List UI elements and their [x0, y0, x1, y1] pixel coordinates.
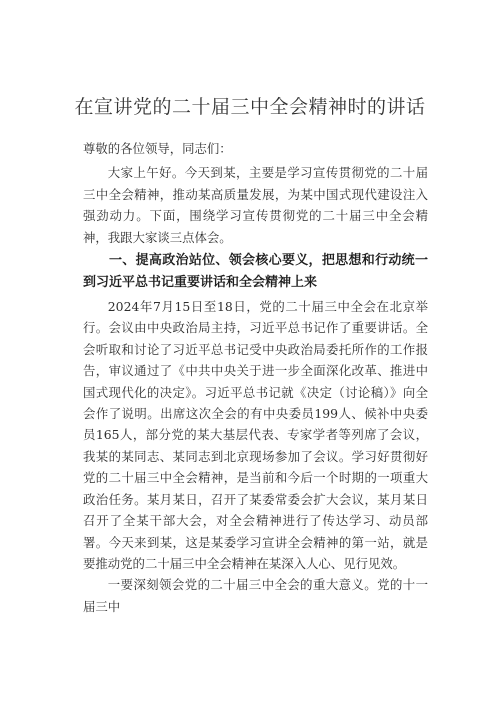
document-body [83, 138, 428, 617]
document-title: 在宣讲党的二十届三中全会精神时的讲话 [74, 96, 426, 118]
paragraph-intro: 大家上午好。今天到某，主要是学习宣传贯彻党的二十届三中全会精神，推动某高质量发展，为某中国式现代建设注入强劲动力。下面，围绕学习宣传贯彻党的二十届三中全会精神，我跟大家谈三点体会。 [83, 165, 428, 245]
paragraph-significance: 一要深刻领会党的二十届三中全会的重大意义。党的十一届三中 [83, 577, 428, 614]
paragraph-background: 2024年7月15日至18日，党的二十届三中全会在北京举行。会议由中央政治局主持，习近平总书记作了重要讲话。全会听取和讨论了习近平总书记受中央政治局委托所作的工作报告，审议通过了《中共中央关于进一步全面深化改革、推进中国式现代化的决定》。习近平总书记就《决定（讨论稿）》向全会作了说明。出席这次全会的有中央委员199人、候补中央委员165人，部分党的某大基层代表、专家学者等列席了会议，我某的某同志、某同志到北京现场参加了会议。学习好贯彻好党的二十届三中全会精神，是当前和今后一个时期的一项重大政治任务。某月某日，召开了某委常委会扩大会议，某月某日召开了全某干部大会，对全会精神进行了传达学习、动员部署。今天来到某，这是某委学习宣讲全会精神的第一站，就是要推动党的二十届三中全会精神在某深入人心、见行见效。 [83, 299, 428, 571]
greeting-line: 尊敬的各位领导，同志们： [83, 141, 232, 156]
section-heading-1: 一、提高政治站位、领会核心要义，把思想和行动统一到习近平总书记重要讲话和全会精神上来 [83, 253, 428, 291]
